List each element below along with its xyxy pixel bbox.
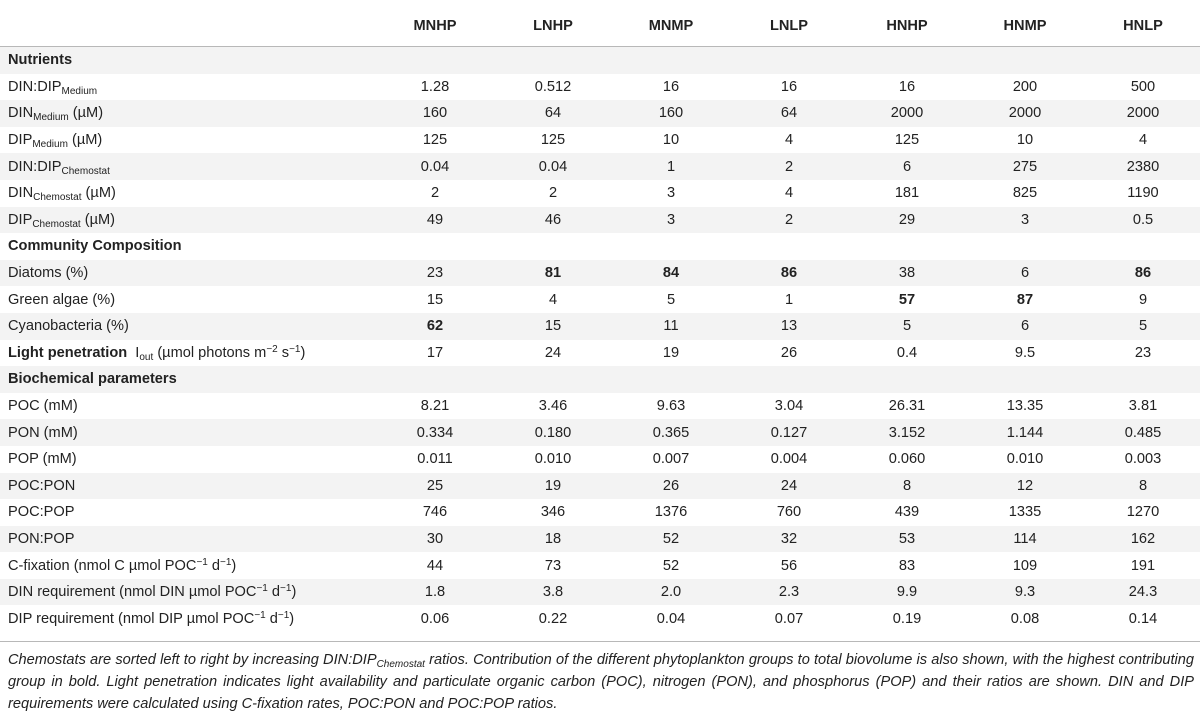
table-cell: 12 [1016,477,1034,494]
table-row [0,313,1200,340]
table-cell: 86 [1134,265,1152,282]
row-label: PON (mM) [8,424,78,441]
table-cell: 23 [426,265,444,282]
table-cell: 760 [776,504,802,521]
table-cell: 44 [426,557,444,574]
row-label: $DIN_{Medium}$ (µM) [8,105,104,124]
table-cell: 73 [544,557,562,574]
table-cell: 9.9 [896,584,918,601]
table-cell: 26 [662,477,680,494]
table-cell: 3.8 [542,584,564,601]
table-cell: 0.010 [534,451,572,468]
section-row [0,47,1200,74]
table-cell: 0.19 [892,610,922,627]
row-label: $DIP_{Chemostat}$ (µM) [8,211,116,230]
table-cell: 0.127 [770,424,808,441]
table-cell: 0.04 [420,158,450,175]
row-label: DIN requirement (nmol DIN µmol $POC^{-1}$ $d^{-1}$) [8,583,297,601]
table-cell: 6 [902,158,912,175]
column-header: HNMP [966,6,1084,47]
table-bottom-rule [0,641,1200,642]
table-row [0,419,1200,446]
table-cell: 0.14 [1128,610,1158,627]
row-label: POC (mM) [8,398,78,415]
table-row [0,340,1200,367]
column-header: MNMP [612,6,730,47]
table-cell: 9.5 [1014,344,1036,361]
column-header: LNLP [730,6,848,47]
table-cell: 30 [426,530,444,547]
table-cell: 125 [894,132,920,149]
table-cell: 64 [780,105,798,122]
table-cell: 0.010 [1006,451,1044,468]
table-cell: 0.04 [538,158,568,175]
table-cell: 500 [1130,78,1156,95]
table-cell: 46 [544,211,562,228]
table-cell: 0.180 [534,424,572,441]
table-cell: 29 [898,211,916,228]
table-cell: 0.06 [420,610,450,627]
table-cell: 275 [1012,158,1038,175]
table-cell: 6 [1020,265,1030,282]
table-cell: 84 [662,265,680,282]
table-row [0,100,1200,127]
table-cell: 9.63 [656,398,686,415]
table-cell: 19 [544,477,562,494]
table-row [0,499,1200,526]
table-cell: 1.8 [424,584,446,601]
column-header: MNHP [376,6,494,47]
table-cell: 2000 [890,105,924,122]
section-row [0,233,1200,260]
table-cell: 0.334 [416,424,454,441]
table-row [0,552,1200,579]
table-cell: 13 [780,318,798,335]
table-cell: 15 [426,291,444,308]
table-cell: 19 [662,344,680,361]
column-header: LNHP [494,6,612,47]
table-row [0,393,1200,420]
table-cell: 24 [780,477,798,494]
table-cell: 0.5 [1132,211,1154,228]
table-cell: 56 [780,557,798,574]
table-cell: 200 [1012,78,1038,95]
row-label: $DIN:DIP_{Medium}$ [8,78,98,97]
table-cell: 16 [662,78,680,95]
table-cell: 2 [784,211,794,228]
table-cell: 52 [662,557,680,574]
table-cell: 2.0 [660,584,682,601]
table-cell: 2000 [1126,105,1160,122]
header-row [0,6,1200,47]
table-row [0,180,1200,207]
data-table [0,6,1200,632]
row-label: Green algae (%) [8,291,116,308]
table-cell: 181 [894,185,920,202]
table-cell: 3 [666,185,676,202]
row-label: POC:PON [8,477,76,494]
table-cell: 52 [662,530,680,547]
table-cell: 1376 [654,504,688,521]
table-row [0,286,1200,313]
table-cell: 0.060 [888,451,926,468]
row-label: POP (mM) [8,451,77,468]
row-label: POC:POP [8,504,75,521]
table-cell: 3.04 [774,398,804,415]
table-cell: 1.28 [420,78,450,95]
table-cell: 24 [544,344,562,361]
table-cell: 125 [422,132,448,149]
table-cell: 16 [898,78,916,95]
table-cell: 10 [1016,132,1034,149]
table-cell: 1190 [1127,185,1159,202]
table-cell: 0.4 [896,344,918,361]
table-cell: 5 [666,291,676,308]
table-cell: 4 [784,185,794,202]
table-cell: 2 [548,185,558,202]
table-cell: 191 [1130,557,1156,574]
row-label: $DIN_{Chemostat}$ (µM) [8,185,116,204]
table-cell: 3.81 [1128,398,1158,415]
table-cell: 49 [426,211,444,228]
table-cell: 114 [1013,530,1037,547]
table-cell: 11 [663,318,679,335]
table-row [0,446,1200,473]
row-label: C-fixation (nmol C µmol $POC^{-1}$ $d^{-1}$) [8,556,237,574]
table-cell: 4 [784,132,794,149]
table-cell: 160 [422,105,448,122]
table-cell: 0.007 [652,451,690,468]
table-cell: 346 [540,504,566,521]
table-row [0,579,1200,606]
row-label: DIP requirement (nmol DIP µmol $POC^{-1}$ $d^{-1}$) [8,609,295,627]
table-row [0,473,1200,500]
table-cell: 8.21 [420,398,450,415]
table-cell: 1270 [1126,504,1160,521]
table-cell: 15 [544,318,562,335]
table-cell: 1 [784,291,794,308]
row-label: PON:POP [8,530,75,547]
table-footnote: Chemostats are sorted left to right by increasing $DIN:DIP_{Chemostat}$ ratios. Contribution of the different phytoplankton groups to total biovolume is also shown, with the highest contributing group in bold. Light penetration indicates light availability and particulate organic carbon (POC), nitrogen (PON), and phosphorus (POP) and their ratios are shown. DIN and DIP requirements were calculated using C-fixation rates, POC:PON and POC:POP ratios. [8,652,1194,712]
section-title-nutrients: Nutrients [8,52,73,69]
table-cell: 64 [544,105,562,122]
table-cell: 746 [422,504,448,521]
table-cell: 26 [780,344,798,361]
table-cell: 160 [658,105,684,122]
table-cell: 17 [426,344,444,361]
table-cell: 4 [548,291,558,308]
table-cell: 0.011 [417,451,453,468]
row-label: Diatoms (%) [8,265,89,282]
table-row [0,605,1200,632]
table-row [0,74,1200,101]
table-cell: 2.3 [778,584,800,601]
section-title-biochem: Biochemical parameters [8,371,177,388]
table-cell: 4 [1138,132,1148,149]
table-cell: 13.35 [1006,398,1044,415]
table-cell: 439 [894,504,920,521]
row-label: Cyanobacteria (%) [8,318,129,335]
table-cell: 1 [666,158,676,175]
column-header: HNLP [1084,6,1200,47]
row-label: $DIP_{Medium}$ (µM) [8,132,103,151]
section-title-community: Community Composition [8,238,182,255]
table-cell: 25 [426,477,444,494]
table-cell: 2 [784,158,794,175]
section-row [0,366,1200,393]
table-cell: 87 [1016,291,1034,308]
table-cell: 825 [1012,185,1038,202]
column-header: HNHP [848,6,966,47]
table-cell: 8 [902,477,912,494]
table-cell: 0.365 [652,424,690,441]
table-row [0,127,1200,154]
table-row [0,260,1200,287]
table-cell: 2 [430,185,440,202]
table-cell: 81 [544,265,562,282]
table-cell: 125 [540,132,566,149]
table-cell: 0.004 [770,451,808,468]
table-cell: 5 [1138,318,1148,335]
table-cell: 3.152 [888,424,926,441]
table-cell: 62 [426,318,444,335]
table-row [0,207,1200,234]
table-cell: 16 [780,78,798,95]
table-cell: 3 [1020,211,1030,228]
table-cell: 1.144 [1006,424,1044,441]
table-cell: 24.3 [1128,584,1158,601]
table-cell: 5 [902,318,912,335]
table-cell: 0.04 [656,610,686,627]
table-cell: 2380 [1126,158,1160,175]
table-cell: 6 [1020,318,1030,335]
table-cell: 53 [898,530,916,547]
row-label: Light penetration $I_{out}$ (µmol photons $m^{-2}$ $s^{-1}$) [8,343,306,363]
table-cell: 162 [1130,530,1156,547]
table-cell: 0.07 [774,610,804,627]
table-cell: 32 [780,530,798,547]
table-cell: 10 [662,132,680,149]
table-cell: 1335 [1008,504,1042,521]
table-cell: 86 [780,265,798,282]
table-cell: 83 [898,557,916,574]
table-cell: 8 [1138,477,1148,494]
table-cell: 57 [898,291,916,308]
table-row [0,153,1200,180]
table-cell: 38 [898,265,916,282]
table-cell: 2000 [1008,105,1042,122]
table-cell: 109 [1012,557,1038,574]
table-cell: 0.485 [1124,424,1162,441]
table-cell: 18 [544,530,562,547]
table-cell: 0.08 [1010,610,1040,627]
table-cell: 23 [1134,344,1152,361]
table-cell: 3.46 [538,398,568,415]
table-cell: 9.3 [1014,584,1036,601]
table-cell: 26.31 [888,398,926,415]
table-cell: 3 [666,211,676,228]
row-label: $DIN:DIP_{Chemostat}$ [8,158,110,177]
table-cell: 0.512 [534,78,572,95]
header-corner [0,6,376,47]
table-cell: 9 [1138,291,1148,308]
table-cell: 0.003 [1124,451,1162,468]
table-cell: 0.22 [538,610,568,627]
table-row [0,526,1200,553]
